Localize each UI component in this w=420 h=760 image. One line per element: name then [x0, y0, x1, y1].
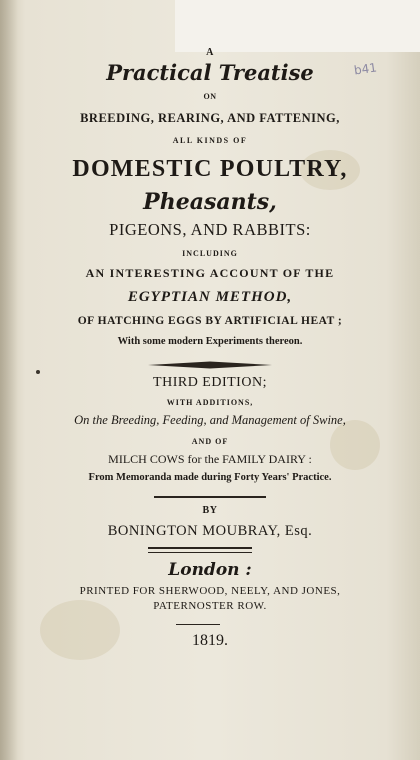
- ornamental-rule: [148, 360, 272, 370]
- title-including: INCLUDING: [182, 249, 238, 258]
- and-of: AND OF: [191, 437, 229, 446]
- imprint-address: PATERNOSTER ROW.: [153, 600, 267, 612]
- title-egyptian-method: EGYPTIAN METHOD,: [127, 289, 293, 305]
- divider-rule: [154, 496, 266, 498]
- with-additions: WITH ADDITIONS,: [166, 398, 254, 407]
- title-interesting-account: AN INTERESTING ACCOUNT OF THE: [85, 266, 335, 280]
- swine-line: On the Breeding, Feeding, and Management of Swine,: [74, 413, 346, 427]
- title-hatching-eggs: OF HATCHING EGGS BY ARTIFICIAL HEAT ;: [77, 315, 343, 327]
- short-rule: [176, 624, 220, 625]
- edition-statement: THIRD EDITION;: [153, 375, 267, 390]
- title-modern-experiments: With some modern Experiments thereon.: [117, 336, 303, 347]
- double-rule-bottom: [148, 552, 252, 553]
- pale-page-corner: [175, 0, 420, 52]
- imprint-year: 1819.: [192, 632, 228, 649]
- title-article: A: [206, 47, 214, 58]
- title-practical-treatise: Practical Treatise: [106, 60, 314, 85]
- title-pheasants: Pheasants,: [143, 189, 277, 215]
- pencil-annotation: b41: [353, 60, 378, 78]
- double-rule-top: [148, 547, 252, 549]
- title-breeding-line: BREEDING, REARING, AND FATTENING,: [80, 111, 340, 125]
- title-all-kinds: ALL KINDS OF: [172, 136, 248, 145]
- milch-cows-line: MILCH COWS for the FAMILY DAIRY :: [108, 452, 312, 466]
- ink-spot: [36, 370, 40, 374]
- by-label: BY: [202, 505, 218, 516]
- author-name: BONINGTON MOUBRAY, Esq.: [107, 523, 313, 539]
- imprint-london: London :: [168, 560, 252, 580]
- title-on: ON: [203, 92, 217, 101]
- title-pigeons-rabbits: PIGEONS, AND RABBITS:: [109, 220, 311, 239]
- title-domestic-poultry: DOMESTIC POULTRY,: [72, 156, 348, 182]
- imprint-printer: PRINTED FOR SHERWOOD, NEELY, AND JONES,: [79, 585, 341, 597]
- memoranda-line: From Memoranda made during Forty Years' Practice.: [88, 472, 332, 483]
